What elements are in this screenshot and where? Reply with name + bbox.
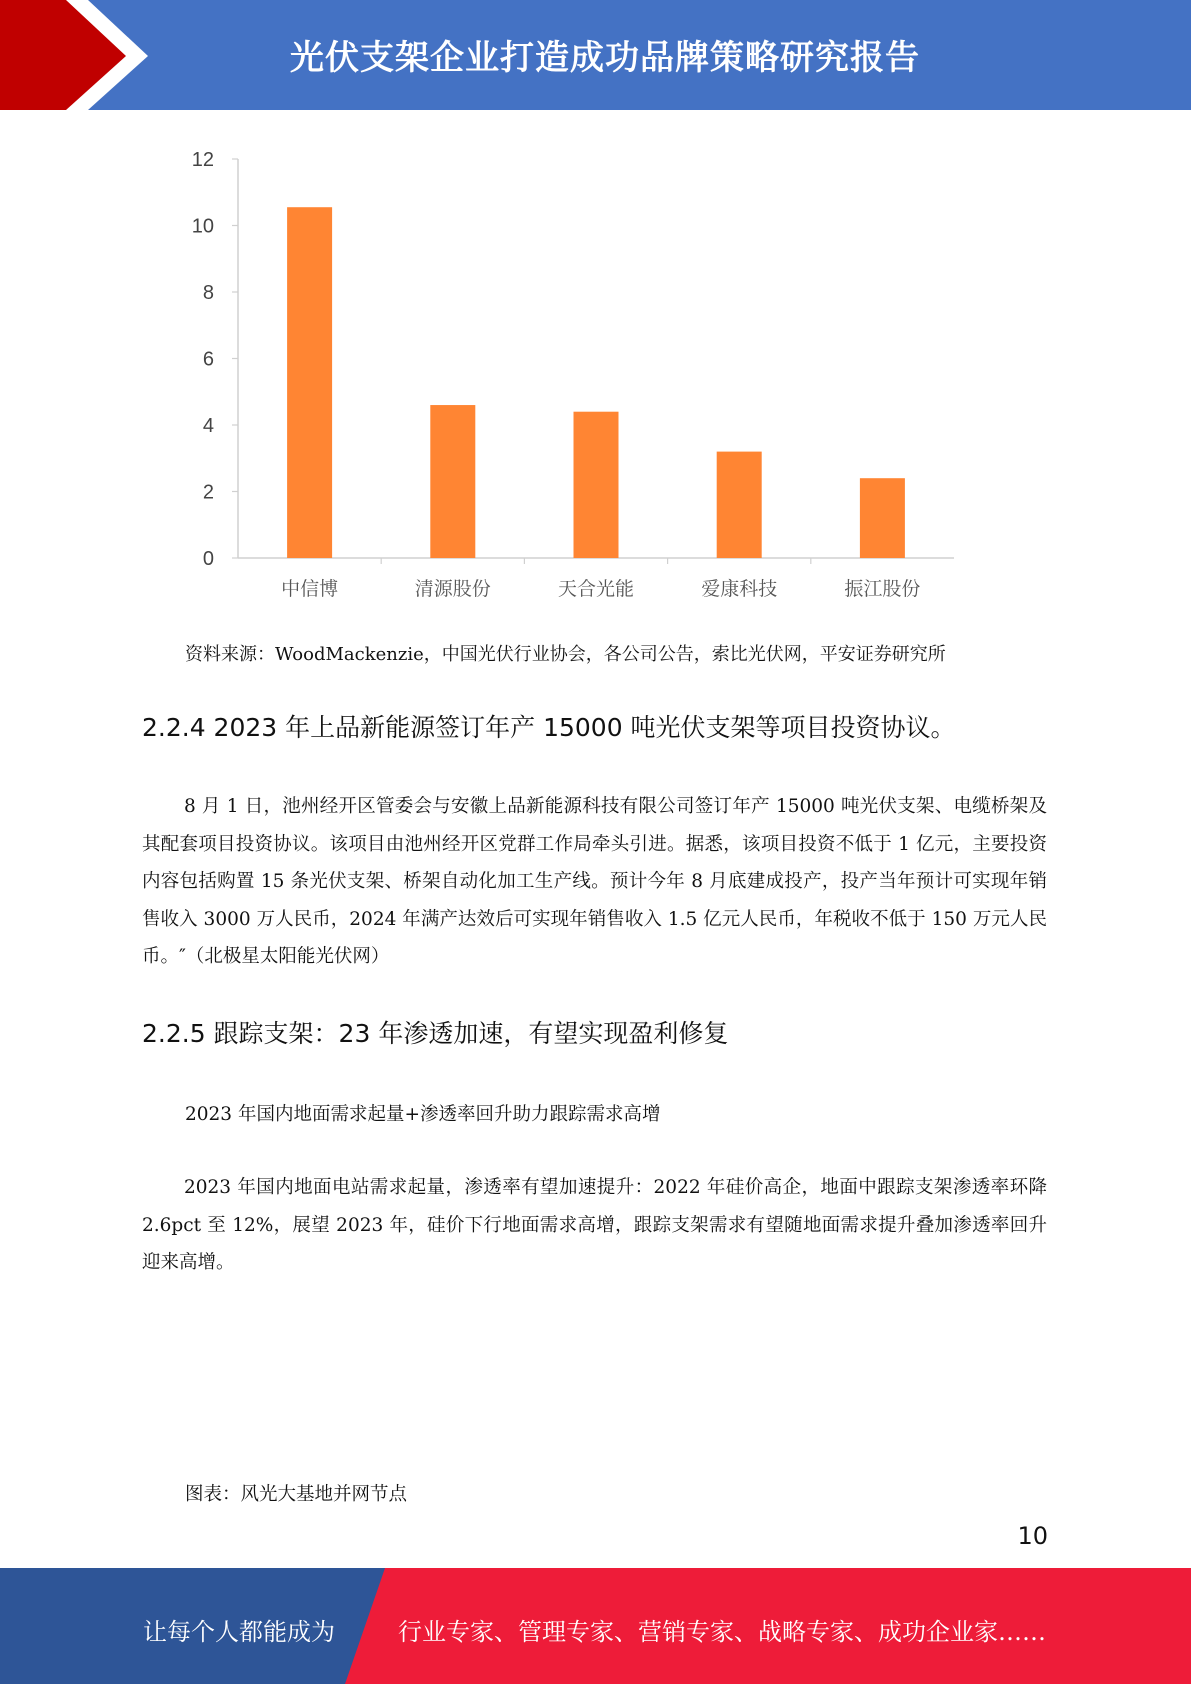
y-tick-label: 10	[191, 215, 214, 238]
y-tick-label: 0	[202, 548, 214, 570]
page-number: 10	[1017, 1522, 1048, 1550]
bar	[430, 405, 475, 558]
section-2-2-5-paragraph: 2023 年国内地面电站需求起量，渗透率有望加速提升：2022 年硅价高企，地面中跟踪支架渗透率环降 2.6pct 至 12%，展望 2023 年，硅价下行地面需求高增，跟踪支架需求有望随地面需求提升叠加渗透率回升迎来高增。	[142, 1177, 1047, 1273]
chart-source-caption: 资料来源：WoodMackenzie，中国光伏行业协会，各公司公告，索比光伏网，平安证券研究所	[185, 644, 946, 665]
page-header	[0, 0, 1191, 110]
page-footer	[0, 1568, 1191, 1684]
y-tick-label: 12	[191, 149, 214, 171]
x-tick-label: 天合光能	[557, 578, 635, 600]
footer-slogan-right: 行业专家、管理专家、营销专家、战略专家、成功企业家……	[398, 1618, 1046, 1646]
x-tick-label: 清源股份	[414, 578, 491, 600]
section-2-2-5-subheading: 2023 年国内地面需求起量+渗透率回升助力跟踪需求高增	[185, 1104, 661, 1125]
section-heading-2-2-5: 2.2.5 跟踪支架：23 年渗透加速，有望实现盈利修复	[142, 1019, 729, 1048]
y-tick-label: 4	[202, 415, 214, 437]
bar	[860, 478, 905, 558]
section-2-2-4-paragraph: 8 月 1 日，池州经开区管委会与安徽上品新能源科技有限公司签订年产 15000 吨光伏支架、电缆桥架及其配套项目投资协议。该项目由池州经开区党群工作局牵头引进。据悉，该项目投资不低于 1 亿元，主要投资内容包括购置 15 条光伏支架、桥架自动化加工生产线。预计今年 8 月底建成投产，投产当年预计可实现年销售收入 3000 万人民币，2024 年满产达效后可实现年销售收入 1.5 亿元人民币，年税收不低于 150 万元人民币。″（北极星太阳能光伏网）	[142, 796, 1047, 967]
figure-label: 图表：风光大基地并网节点	[185, 1484, 408, 1505]
x-tick-label: 爱康科技	[701, 578, 778, 600]
y-tick-label: 2	[202, 481, 214, 504]
bar	[574, 412, 619, 558]
x-tick-label: 振江股份	[844, 578, 921, 600]
bar	[287, 207, 332, 558]
y-tick-label: 8	[202, 282, 214, 304]
x-tick-label: 中信博	[281, 578, 339, 600]
footer-slogan-left: 让每个人都能成为	[143, 1618, 335, 1646]
section-heading-2-2-4: 2.2.4 2023 年上品新能源签订年产 15000 吨光伏支架等项目投资协议。	[142, 713, 956, 742]
bar	[717, 452, 762, 558]
header-title: 光伏支架企业打造成功品牌策略研究报告	[290, 38, 920, 78]
bar-chart	[170, 135, 970, 610]
y-tick-label: 6	[202, 348, 214, 371]
